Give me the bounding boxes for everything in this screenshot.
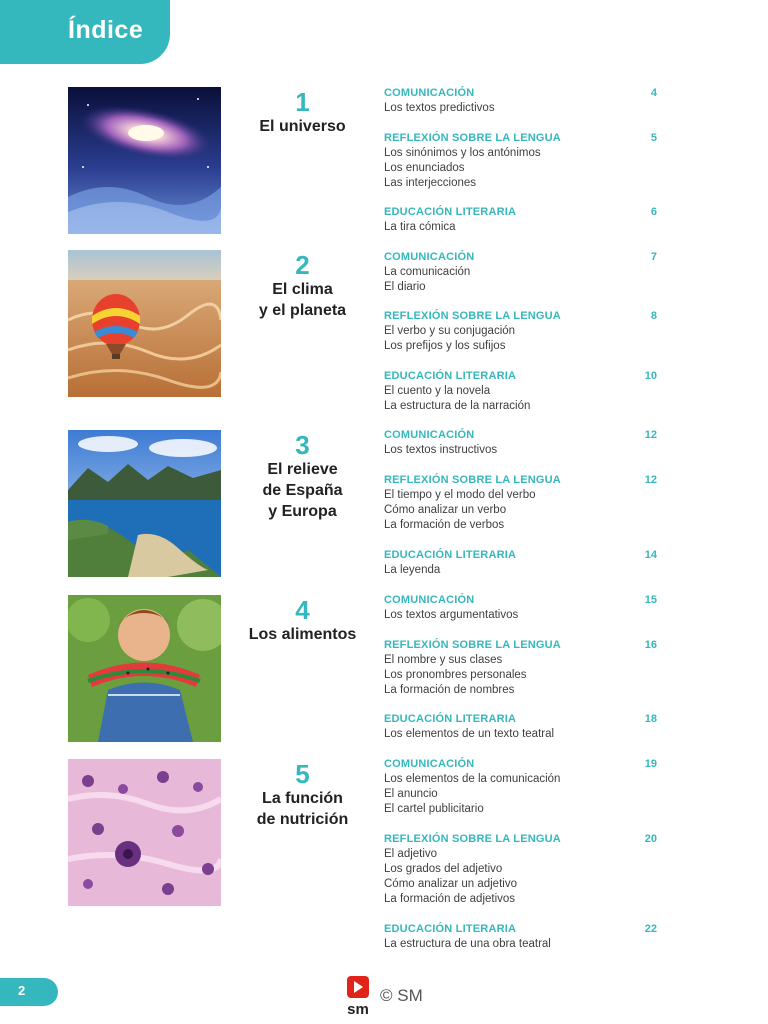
section-heading: REFLEXIÓN SOBRE LA LENGUA (384, 833, 561, 845)
section-heading: COMUNICACIÓN (384, 251, 475, 263)
page-number: 14 (644, 549, 657, 561)
section-literaria-u2 (384, 369, 659, 414)
sm-logo (344, 976, 374, 1018)
toc-link[interactable]: El diario (384, 281, 426, 293)
toc-link[interactable]: El cartel publicitario (384, 803, 484, 815)
toc-link[interactable]: Los grados del adjetivo (384, 863, 503, 875)
toc-link[interactable]: Cómo analizar un verbo (384, 504, 507, 516)
page-number: 12 (644, 474, 657, 486)
unit-2-title[interactable]: El clima y el planeta (258, 281, 347, 319)
unit-3-title[interactable]: El relieve de España y Europa (262, 461, 343, 520)
section-reflexion-u1 (384, 131, 659, 191)
section-reflexion-u4 (384, 638, 659, 698)
section-heading: EDUCACIÓN LITERARIA (384, 549, 517, 561)
toc-link[interactable]: La formación de nombres (384, 684, 515, 696)
section-heading: COMUNICACIÓN (384, 87, 475, 99)
toc-link[interactable]: La formación de verbos (384, 519, 505, 531)
toc-link[interactable]: La estructura de la narración (384, 400, 531, 412)
unit-4-image (68, 595, 221, 742)
unit-5-title[interactable]: La función de nutrición (256, 790, 349, 828)
toc-link[interactable]: La comunicación (384, 266, 471, 278)
unit-5-number: 5 (295, 759, 310, 789)
toc-link[interactable]: El verbo y su conjugación (384, 325, 516, 337)
toc-link[interactable]: Los sinónimos y los antónimos (384, 147, 541, 159)
unit-1-title[interactable]: El universo (259, 118, 346, 135)
page-number: 22 (644, 923, 657, 935)
section-reflexion-u2 (384, 309, 659, 354)
section-heading: COMUNICACIÓN (384, 594, 475, 606)
unit-5-image (68, 759, 221, 906)
unit-1-number: 1 (295, 87, 310, 117)
section-literaria-u4 (384, 712, 659, 742)
page-number: 5 (650, 132, 657, 144)
page-number-tab (0, 978, 58, 1006)
section-reflexion-u5 (384, 832, 659, 907)
section-comunicacion-u5 (384, 757, 659, 817)
toc-link[interactable]: El nombre y sus clases (384, 654, 503, 666)
toc-link[interactable]: Los textos argumentativos (384, 609, 519, 621)
toc-link[interactable]: Los pronombres personales (384, 669, 527, 681)
toc-link[interactable]: El anuncio (384, 788, 438, 800)
toc-link[interactable]: Los elementos de un texto teatral (384, 728, 555, 740)
section-comunicacion-u4 (384, 593, 659, 623)
unit-2-number: 2 (295, 250, 310, 280)
section-heading: COMUNICACIÓN (384, 758, 475, 770)
section-comunicacion-u1 (384, 86, 659, 116)
toc-link[interactable]: El tiempo y el modo del verbo (384, 489, 536, 501)
section-heading: EDUCACIÓN LITERARIA (384, 713, 517, 725)
page-number: 12 (644, 429, 657, 441)
toc-link[interactable]: Los enunciados (384, 162, 465, 174)
unit-4-number: 4 (295, 595, 310, 625)
toc-link[interactable]: Los prefijos y los sufijos (384, 340, 506, 352)
toc-link[interactable]: La tira cómica (384, 221, 456, 233)
page-number: 18 (644, 713, 657, 725)
toc-link[interactable]: Los textos instructivos (384, 444, 498, 456)
toc-link[interactable]: La formación de adjetivos (384, 893, 516, 905)
page-number: 8 (650, 310, 657, 322)
unit-1-image (68, 87, 221, 234)
section-heading: REFLEXIÓN SOBRE LA LENGUA (384, 310, 561, 322)
page-title: Índice (68, 16, 144, 44)
section-heading: COMUNICACIÓN (384, 429, 475, 441)
unit-3-number: 3 (295, 430, 310, 460)
unit-4-title[interactable]: Los alimentos (248, 626, 357, 643)
section-heading: EDUCACIÓN LITERARIA (384, 923, 517, 935)
toc-link[interactable]: El cuento y la novela (384, 385, 491, 397)
toc-link[interactable]: La estructura de una obra teatral (384, 938, 551, 950)
page-number: 15 (644, 594, 657, 606)
page-number: 7 (650, 251, 657, 263)
section-heading: EDUCACIÓN LITERARIA (384, 206, 517, 218)
toc-link[interactable]: Los textos predictivos (384, 102, 495, 114)
toc-link[interactable]: El adjetivo (384, 848, 438, 860)
section-comunicacion-u2 (384, 250, 659, 295)
sm-logo-text: sm (347, 1001, 369, 1018)
section-literaria-u1 (384, 205, 659, 235)
footer-page-number: 2 (18, 983, 26, 998)
page-number: 16 (644, 639, 657, 651)
section-reflexion-u3 (384, 473, 659, 533)
page-number: 19 (644, 758, 657, 770)
section-comunicacion-u3 (384, 428, 659, 458)
section-literaria-u5 (384, 922, 659, 952)
page-number: 6 (650, 206, 657, 218)
page-number: 4 (650, 87, 657, 99)
section-literaria-u3 (384, 548, 659, 578)
section-heading: REFLEXIÓN SOBRE LA LENGUA (384, 639, 561, 651)
unit-2-image (68, 250, 221, 397)
section-heading: REFLEXIÓN SOBRE LA LENGUA (384, 132, 561, 144)
section-heading: REFLEXIÓN SOBRE LA LENGUA (384, 474, 561, 486)
toc-link[interactable]: La leyenda (384, 564, 441, 576)
copyright-text: © SM (380, 986, 423, 1005)
toc-link[interactable]: Las interjecciones (384, 177, 477, 189)
toc-link[interactable]: Los elementos de la comunicación (384, 773, 561, 785)
page-number: 10 (644, 370, 657, 382)
toc-link[interactable]: Cómo analizar un adjetivo (384, 878, 517, 890)
page-number: 20 (644, 833, 657, 845)
unit-3-image (68, 430, 221, 577)
section-heading: EDUCACIÓN LITERARIA (384, 370, 517, 382)
